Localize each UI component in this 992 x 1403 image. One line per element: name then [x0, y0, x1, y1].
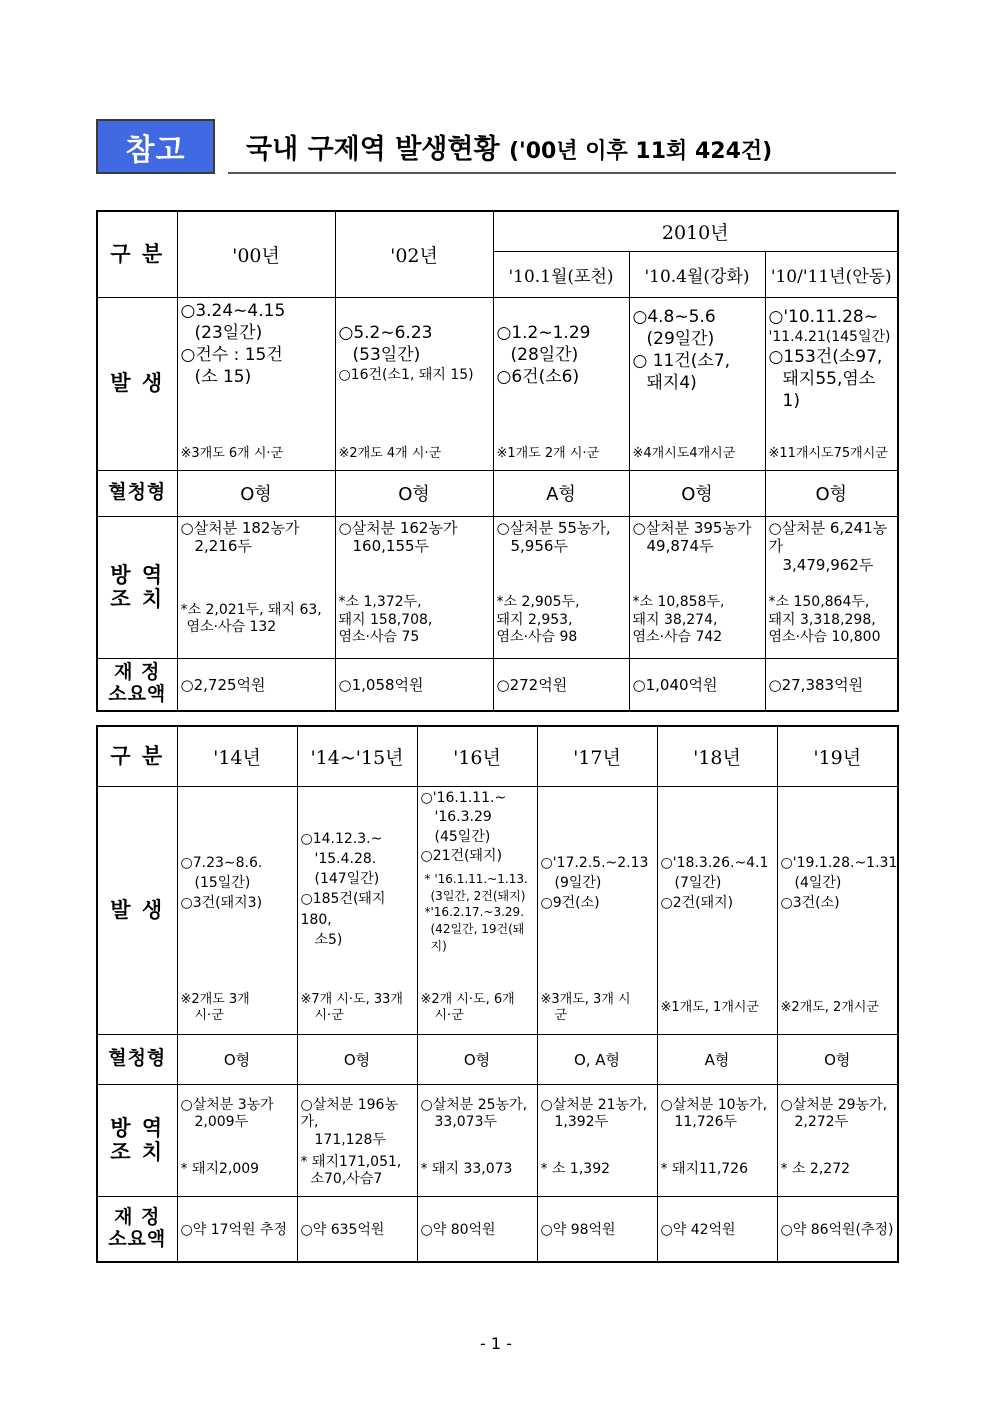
page-title — [246, 127, 772, 166]
cost-cell: ○27,383억원 — [765, 658, 898, 711]
culling-line: ○살처분 3농가 — [180, 1096, 274, 1113]
cost-cell: ○약 86억원(추정) — [777, 1196, 898, 1262]
outbreak-line: ○9건(소) — [540, 895, 600, 912]
outbreak-line: (3일간, 2건(돼지) — [430, 888, 526, 903]
outbreak-line: * '16.1.11.~1.13. — [424, 871, 528, 886]
detail-line: 돼지 3,318,298, — [768, 611, 876, 628]
detail-line: 돼지 38,274, — [632, 611, 718, 628]
quarantine-cell — [493, 516, 629, 658]
row-label-quarantine-line1: 방 역 — [110, 561, 165, 587]
outbreak-line: ○1.2∼1.29 — [496, 322, 591, 343]
outbreak-line: ○'18.3.26.~4.1 — [660, 854, 769, 871]
outbreak-cell — [493, 297, 629, 470]
row-label-serotype: 혈청형 — [97, 1034, 177, 1084]
row-label-cost-line1: 재 정 — [114, 1205, 161, 1228]
culling-line: 2,272두 — [794, 1114, 849, 1130]
col-header-00: '00년 — [177, 211, 335, 297]
outbreak-cell — [297, 786, 417, 1034]
cost-cell: ○272억원 — [493, 658, 629, 711]
cost-cell: ○2,725억원 — [177, 658, 335, 711]
outbreak-line: *'16.2.17.~3.29. — [424, 905, 525, 920]
outbreak-cell — [177, 297, 335, 470]
outbreak-line: '15.4.28. — [314, 850, 377, 867]
detail-line: *소 1,372두, — [338, 594, 422, 610]
outbreak-line: (7일간) — [674, 874, 722, 891]
outbreak-cell — [657, 786, 777, 1034]
cost-cell: ○약 17억원 추정 — [177, 1196, 297, 1262]
outbreak-line: 돼지55,염소 1) — [782, 368, 876, 411]
outbreak-line: (45일간) — [434, 828, 491, 845]
row-label-quarantine — [97, 1084, 177, 1196]
detail-line: 돼지 2,953, — [496, 611, 573, 628]
row-label-outbreak: 발 생 — [97, 297, 177, 470]
culling-line: ○살처분 395농가 — [632, 518, 752, 537]
outbreak-line: ○'17.2.5.~2.13 — [540, 854, 649, 871]
culling-line: 49,874두 — [646, 537, 714, 556]
culling-line: ○살처분 55농가, — [496, 518, 611, 537]
outbreak-note-line: ※3개도, 3개 시 — [540, 992, 631, 1007]
outbreak-note: ※2개도 4개 시·군 — [338, 446, 442, 462]
outbreak-note: ※1개도 2개 시·군 — [496, 446, 600, 462]
detail-line: 염소·사슴 132 — [186, 619, 277, 635]
serotype-cell: O형 — [765, 470, 898, 516]
culling-line: 5,956두 — [510, 537, 568, 556]
outbreak-line: (28일간) — [510, 344, 579, 365]
detail-line: 염소·사슴 98 — [496, 629, 578, 645]
culling-line: ○살처분 21농가, — [540, 1096, 648, 1113]
detail-line: * 돼지11,726 — [660, 1161, 748, 1177]
detail-line: 염소·사슴 75 — [338, 629, 420, 645]
outbreak-line: ○'16.1.11.~ — [420, 789, 507, 806]
outbreak-line: 돼지4) — [646, 372, 697, 393]
culling-line: ○살처분 10농가, — [660, 1096, 768, 1113]
row-label-cost-line2: 소요액 — [108, 683, 167, 706]
outbreak-line: '11.4.21(145일간) — [768, 328, 891, 345]
culling-line: 2,009두 — [194, 1114, 249, 1130]
outbreak-line: ○6건(소6) — [496, 366, 580, 387]
row-label-cost — [97, 1196, 177, 1262]
outbreak-note-line: 시·군 — [434, 1008, 464, 1024]
outbreak-cell — [537, 786, 657, 1034]
outbreak-note: ※4개시도4개시군 — [632, 446, 736, 462]
outbreak-note-line: ※1개도, 1개시군 — [660, 1000, 759, 1016]
quarantine-cell — [417, 1084, 537, 1196]
outbreak-table-2000-2011 — [96, 210, 899, 712]
title-subtitle: ('00년 이후 11회 424건) — [508, 139, 773, 164]
cost-cell: ○1,040억원 — [629, 658, 765, 711]
outbreak-line: ○185건(돼지180, — [300, 891, 386, 928]
culling-line: ○살처분 162농가 — [338, 518, 458, 537]
outbreak-line: '16.3.29 — [434, 809, 492, 826]
outbreak-note: ※3개도 6개 시·군 — [180, 446, 284, 462]
culling-line: ○살처분 6,241농가 — [768, 518, 888, 556]
serotype-cell: O형 — [177, 1034, 297, 1084]
serotype-cell: O형 — [335, 470, 493, 516]
outbreak-cell — [417, 786, 537, 1034]
outbreak-cell — [629, 297, 765, 470]
group-header-2010: 2010년 — [493, 211, 898, 251]
outbreak-line: (23일간) — [194, 322, 263, 343]
cost-cell: ○1,058억원 — [335, 658, 493, 711]
outbreak-cell — [177, 786, 297, 1034]
serotype-cell: A형 — [493, 470, 629, 516]
culling-line: ○살처분 182농가 — [180, 518, 300, 537]
page-number: - 1 - — [480, 1334, 512, 1353]
cost-cell: ○약 80억원 — [417, 1196, 537, 1262]
detail-line: * 돼지171,051, — [300, 1153, 402, 1170]
row-label-quarantine-line2: 조 치 — [110, 586, 165, 611]
serotype-cell: O형 — [297, 1034, 417, 1084]
outbreak-line: ○16건(소1, 돼지 15) — [338, 366, 474, 383]
cost-cell: ○약 42억원 — [657, 1196, 777, 1262]
quarantine-cell — [177, 516, 335, 658]
row-label-cost — [97, 658, 177, 711]
outbreak-line: ○4.8∼5.6 — [632, 306, 716, 327]
detail-line: 염소·사슴 10,800 — [768, 629, 881, 645]
reference-badge: 참고 — [96, 119, 215, 174]
outbreak-line: (29일간) — [646, 328, 715, 349]
col-header-17: '17년 — [537, 726, 657, 786]
detail-line: *소 2,021두, 돼지 63, — [180, 601, 322, 618]
culling-line: 33,073두 — [434, 1114, 498, 1130]
outbreak-note-line: ※2개도 3개 — [180, 992, 250, 1007]
row-label-cost-line2: 소요액 — [108, 1227, 167, 1250]
outbreak-line: (4일간) — [794, 874, 842, 891]
col-header-10-andong: '10/'11년(안동) — [765, 251, 898, 297]
quarantine-cell — [177, 1084, 297, 1196]
outbreak-line: ○2건(돼지) — [660, 895, 734, 912]
outbreak-note-line: 시·군 — [194, 1008, 224, 1024]
col-header-18: '18년 — [657, 726, 777, 786]
serotype-cell: O형 — [777, 1034, 898, 1084]
quarantine-cell — [537, 1084, 657, 1196]
row-label-serotype: 혈청형 — [97, 470, 177, 516]
detail-line: * 돼지2,009 — [180, 1161, 260, 1177]
outbreak-line: (147일간) — [314, 871, 380, 888]
row-label-quarantine-line2: 조 치 — [110, 1139, 165, 1164]
serotype-cell: O형 — [629, 470, 765, 516]
outbreak-line: (53일간) — [352, 344, 421, 365]
culling-line: ○살처분 25농가, — [420, 1096, 528, 1113]
detail-line: * 소 2,272 — [780, 1161, 851, 1177]
detail-line: *소 10,858두, — [632, 594, 725, 610]
outbreak-line: (42일간, 19건(돼지) — [430, 922, 525, 954]
outbreak-line: (소 15) — [194, 366, 252, 387]
detail-line: * 돼지 33,073 — [420, 1161, 513, 1177]
col-header-10-ganghwa: '10.4월(강화) — [629, 251, 765, 297]
outbreak-note-line: ※2개도, 2개시군 — [780, 1000, 879, 1016]
serotype-cell: O형 — [177, 470, 335, 516]
col-header-19: '19년 — [777, 726, 898, 786]
row-label-category: 구 분 — [97, 726, 177, 786]
quarantine-cell — [629, 516, 765, 658]
outbreak-line: (9일간) — [554, 874, 602, 891]
quarantine-cell — [657, 1084, 777, 1196]
outbreak-line: ○3건(소) — [780, 895, 840, 912]
culling-line: 171,128두 — [314, 1131, 386, 1148]
outbreak-line: ○3.24∼4.15 — [180, 300, 286, 321]
outbreak-cell — [777, 786, 898, 1034]
col-header-14: '14년 — [177, 726, 297, 786]
row-label-cost-line1: 재 정 — [114, 661, 161, 684]
outbreak-line: ○5.2∼6.23 — [338, 322, 433, 343]
detail-line: 염소·사슴 742 — [632, 629, 723, 645]
col-header-16: '16년 — [417, 726, 537, 786]
detail-line: *소 2,905두, — [496, 594, 580, 610]
serotype-cell: O형 — [417, 1034, 537, 1084]
outbreak-line: ○7.23∼8.6. — [180, 854, 263, 871]
quarantine-cell — [765, 516, 898, 658]
culling-line: 11,726두 — [674, 1114, 738, 1130]
outbreak-table-2014-2019 — [96, 725, 899, 1263]
outbreak-cell — [765, 297, 898, 470]
page-header — [96, 119, 896, 175]
outbreak-line: ○21건(돼지) — [420, 848, 503, 865]
culling-line: 3,479,962두 — [782, 556, 874, 574]
outbreak-line: ○건수 : 15건 — [180, 344, 283, 365]
outbreak-line: ○14.12.3.~ — [300, 830, 383, 847]
row-label-quarantine — [97, 516, 177, 658]
detail-line: 돼지 158,708, — [338, 611, 433, 628]
outbreak-note-line: ※7개 시·도, 33개 — [300, 992, 403, 1007]
outbreak-line: 소5) — [314, 931, 343, 948]
culling-line: 160,155두 — [352, 537, 430, 556]
outbreak-line: (15일간) — [194, 874, 251, 891]
cost-cell: ○약 635억원 — [297, 1196, 417, 1262]
culling-line: 2,216두 — [194, 537, 252, 556]
outbreak-line: ○'10.11.28∼ — [768, 306, 878, 327]
cost-cell: ○약 98억원 — [537, 1196, 657, 1262]
title-main: 국내 구제역 발생현황 — [246, 134, 500, 165]
row-label-quarantine-line1: 방 역 — [110, 1114, 165, 1140]
culling-line: ○살처분 29농가, — [780, 1096, 888, 1113]
culling-line: ○살처분 196농가, — [300, 1096, 398, 1130]
col-header-14-15: '14~'15년 — [297, 726, 417, 786]
title-underline — [228, 172, 896, 174]
culling-line: 1,392두 — [554, 1114, 609, 1130]
detail-line: 소70,사슴7 — [310, 1171, 383, 1187]
outbreak-note-line: ※2개 시·도, 6개 — [420, 992, 515, 1007]
outbreak-line: ○'19.1.28.~1.31 — [780, 854, 898, 871]
serotype-cell: O, A형 — [537, 1034, 657, 1084]
outbreak-note-line: 시·군 — [314, 1008, 344, 1024]
row-label-category: 구 분 — [97, 211, 177, 297]
outbreak-line: ○ 11건(소7, — [632, 350, 731, 371]
quarantine-cell — [777, 1084, 898, 1196]
quarantine-cell — [297, 1084, 417, 1196]
outbreak-line: ○153건(소97, — [768, 346, 883, 367]
col-header-10-pocheon: '10.1월(포천) — [493, 251, 629, 297]
outbreak-line: ○3건(돼지3) — [180, 895, 263, 912]
quarantine-cell — [335, 516, 493, 658]
serotype-cell: A형 — [657, 1034, 777, 1084]
detail-line: * 소 1,392 — [540, 1161, 611, 1177]
detail-line: *소 150,864두, — [768, 594, 870, 610]
outbreak-note: ※11개시도75개시군 — [768, 446, 888, 462]
outbreak-note-line: 군 — [554, 1008, 568, 1024]
row-label-outbreak: 발 생 — [97, 786, 177, 1034]
outbreak-cell — [335, 297, 493, 470]
col-header-02: '02년 — [335, 211, 493, 297]
